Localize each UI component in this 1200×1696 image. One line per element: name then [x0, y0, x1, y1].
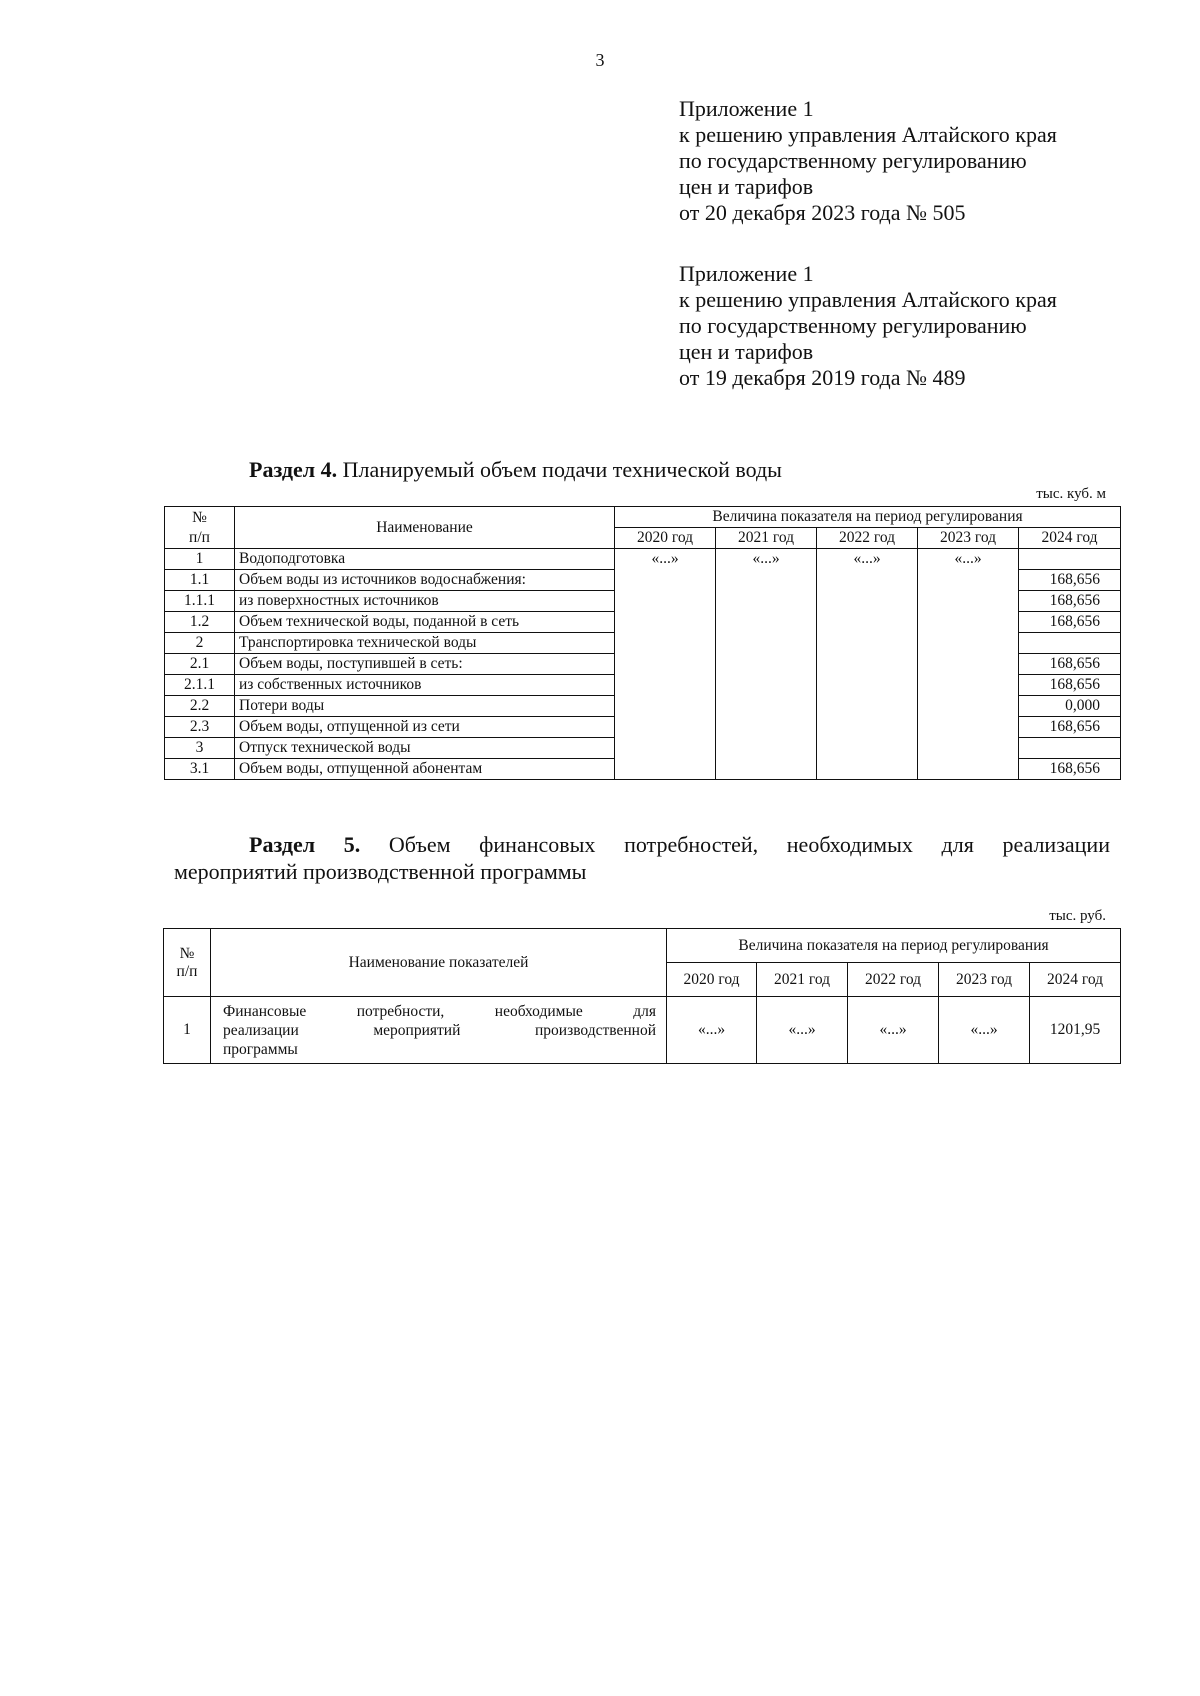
header-period: Величина показателя на период регулирования [667, 929, 1121, 963]
appendix-line: Приложение 1 [679, 261, 814, 286]
appendix-line: цен и тарифов [679, 339, 814, 364]
value-2024: 168,656 [1019, 717, 1121, 738]
section4-unit: тыс. куб. м [1036, 486, 1106, 502]
table-header-row [165, 507, 1121, 528]
value-2023: «...» [918, 549, 1019, 780]
row-num: 3 [165, 738, 235, 759]
row-name: Водоподготовка [235, 549, 615, 570]
section4-title [249, 457, 782, 483]
appendix-line: к решению управления Алтайского края [679, 287, 1057, 312]
appendix-line: к решению управления Алтайского края [679, 122, 1057, 147]
table-header-row [164, 929, 1121, 963]
value-2020: «...» [667, 997, 757, 1064]
value-2024: 168,656 [1019, 675, 1121, 696]
appendix-line: по государственному регулированию [679, 313, 1027, 338]
value-2020: «...» [615, 549, 716, 780]
header-name: Наименование [235, 507, 615, 549]
section4-title-text: Планируемый объем подачи технической воды [337, 457, 782, 482]
row-name: Отпуск технической воды [235, 738, 615, 759]
row-num: 2.1 [165, 654, 235, 675]
row-num: 2.3 [165, 717, 235, 738]
appendix-line: цен и тарифов [679, 174, 814, 199]
header-period: Величина показателя на период регулирования [615, 507, 1121, 528]
section5-title-line [174, 831, 1110, 858]
value-2024: 168,656 [1019, 759, 1121, 780]
header-year: 2020 год [667, 963, 757, 997]
row-name [211, 997, 667, 1064]
value-2024: 0,000 [1019, 696, 1121, 717]
appendix-previous [679, 261, 1057, 391]
appendix-line: от 20 декабря 2023 года № 505 [679, 200, 966, 225]
row-num: 1.1 [165, 570, 235, 591]
header-year: 2021 год [757, 963, 848, 997]
value-2024: 1201,95 [1030, 997, 1121, 1064]
row-num: 1.1.1 [165, 591, 235, 612]
header-year: 2020 год [615, 528, 716, 549]
section4-title-bold: Раздел 4. [249, 457, 338, 482]
section5-unit: тыс. руб. [1049, 908, 1106, 924]
appendix-line: по государственному регулированию [679, 148, 1027, 173]
header-year: 2023 год [939, 963, 1030, 997]
header-year: 2024 год [1019, 528, 1121, 549]
value-2024: 168,656 [1019, 654, 1121, 675]
header-num-sub: п/п [189, 528, 210, 546]
value-2024 [1019, 738, 1121, 759]
header-num-sub: п/п [176, 962, 198, 980]
row-name: из собственных источников [235, 675, 615, 696]
section5-title [174, 831, 1110, 885]
appendix-line: Приложение 1 [679, 96, 814, 121]
table-row [165, 549, 1121, 570]
value-2022: «...» [848, 997, 939, 1064]
header-year: 2022 год [848, 963, 939, 997]
row-name-line: программы [223, 1040, 298, 1058]
header-year: 2022 год [817, 528, 918, 549]
value-2024 [1019, 633, 1121, 654]
value-2024: 168,656 [1019, 570, 1121, 591]
row-num: 1 [164, 997, 211, 1064]
appendix-line: от 19 декабря 2019 года № 489 [679, 365, 966, 390]
row-name: Объем технической воды, поданной в сеть [235, 612, 615, 633]
value-2024: 168,656 [1019, 591, 1121, 612]
row-num: 2 [165, 633, 235, 654]
section4-table [164, 506, 1121, 780]
row-name: Объем воды из источников водоснабжения: [235, 570, 615, 591]
row-name: из поверхностных источников [235, 591, 615, 612]
row-name: Транспортировка технической воды [235, 633, 615, 654]
header-year: 2024 год [1030, 963, 1121, 997]
value-2022: «...» [817, 549, 918, 780]
section5-title-line: мероприятий производственной программы [174, 859, 587, 884]
section5-title-text: Объем финансовых потребностей, необходимых для реализации [360, 832, 1110, 857]
header-year: 2021 год [716, 528, 817, 549]
row-name-line: Финансовые потребности, необходимые для [223, 1002, 656, 1020]
row-num: 1.2 [165, 612, 235, 633]
row-num: 2.2 [165, 696, 235, 717]
row-num: 3.1 [165, 759, 235, 780]
header-name: Наименование показателей [211, 929, 667, 997]
row-num: 1 [165, 549, 235, 570]
section5-title-bold: Раздел 5. [249, 832, 361, 857]
page-number: 3 [595, 50, 605, 70]
value-2021: «...» [757, 997, 848, 1064]
header-num: № [192, 508, 207, 526]
value-2024 [1019, 549, 1121, 570]
row-name-line: реализации мероприятий производственной [223, 1021, 656, 1039]
header-year: 2023 год [918, 528, 1019, 549]
row-name: Объем воды, поступившей в сеть: [235, 654, 615, 675]
value-2024: 168,656 [1019, 612, 1121, 633]
value-2023: «...» [939, 997, 1030, 1064]
value-2021: «...» [716, 549, 817, 780]
table-row [164, 997, 1121, 1064]
header-num-cell [165, 507, 235, 549]
header-num: № [179, 944, 195, 962]
row-name: Объем воды, отпущенной из сети [235, 717, 615, 738]
row-name: Объем воды, отпущенной абонентам [235, 759, 615, 780]
header-num-cell [164, 929, 211, 997]
section5-table [163, 928, 1121, 1064]
appendix-current [679, 96, 1057, 226]
row-num: 2.1.1 [165, 675, 235, 696]
row-name: Потери воды [235, 696, 615, 717]
